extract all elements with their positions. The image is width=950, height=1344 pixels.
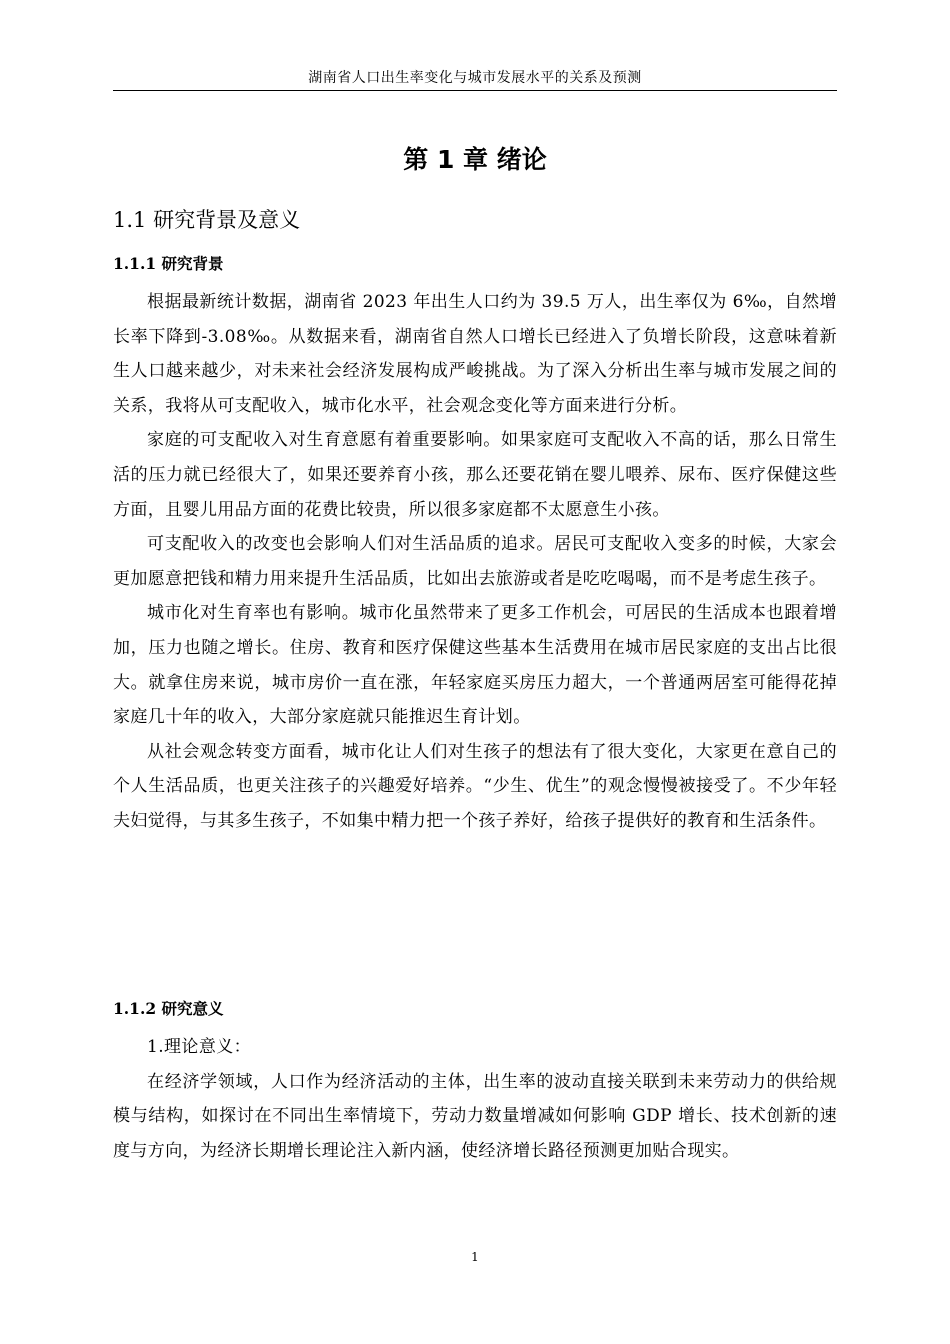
subsection-title-significance: 1.1.2 研究意义 bbox=[113, 999, 224, 1018]
section-title: 1.1 研究背景及意义 bbox=[113, 208, 301, 232]
paragraph: 在经济学领域，人口作为经济活动的主体，出生率的波动直接关联到未来劳动力的供给规模与结构，如探讨在不同出生率情境下，劳动力数量增减如何影响 GDP 增长、技术创新的速度与方向，为经济长期增长理论注入新内涵，使经济增长路径预测更加贴合现实。 bbox=[113, 1071, 837, 1161]
paragraph: 从社会观念转变方面看，城市化让人们对生孩子的想法有了很大变化，大家更在意自己的个人生活品质，也更关注孩子的兴趣爱好培养。“少生、优生”的观念慢慢被接受了。不少年轻夫妇觉得，与其多生孩子，不如集中精力把一个孩子养好，给孩子提供好的教育和生活条件。 bbox=[113, 741, 837, 831]
paragraph: 可支配收入的改变也会影响人们对生活品质的追求。居民可支配收入变多的时候，大家会更加愿意把钱和精力用来提升生活品质，比如出去旅游或者是吃吃喝喝，而不是考虑生孩子。 bbox=[113, 534, 837, 589]
page-header bbox=[113, 68, 837, 91]
significance-text-block bbox=[113, 1030, 837, 1168]
paragraph: 家庭的可支配收入对生育意愿有着重要影响。如果家庭可支配收入不高的话，那么日常生活的压力就已经很大了，如果还要养育小孩，那么还要花销在婴儿喂养、尿布、医疗保健这些方面，且婴儿用品方面的花费比较贵，所以很多家庭都不太愿意生小孩。 bbox=[113, 430, 837, 520]
background-text-block bbox=[113, 285, 837, 839]
paragraph: 根据最新统计数据，湖南省 2023 年出生人口约为 39.5 万人，出生率仅为 6‰，自然增长率下降到-3.08‰。从数据来看，湖南省自然人口增长已经进入了负增长阶段，这意味着新生人口越来越少，对未来社会经济发展构成严峻挑战。为了深入分析出生率与城市发展之间的关系，我将从可支配收入，城市化水平，社会观念变化等方面来进行分析。 bbox=[113, 292, 837, 416]
running-title: 湖南省人口出生率变化与城市发展水平的关系及预测 bbox=[308, 70, 642, 86]
subsection-title-background: 1.1.1 研究背景 bbox=[113, 254, 224, 273]
chapter-title: 第 1 章 绪论 bbox=[403, 145, 547, 174]
page-number: 1 bbox=[471, 1250, 479, 1264]
paragraph: 1.理论意义： bbox=[147, 1037, 252, 1057]
paragraph: 城市化对生育率也有影响。城市化虽然带来了更多工作机会，可居民的生活成本也跟着增加，压力也随之增长。住房、教育和医疗保健这些基本生活费用在城市居民家庭的支出占比很大。就拿住房来说，城市房价一直在涨，年轻家庭买房压力超大，一个普通两居室可能得花掉家庭几十年的收入，大部分家庭就只能推迟生育计划。 bbox=[113, 603, 837, 728]
